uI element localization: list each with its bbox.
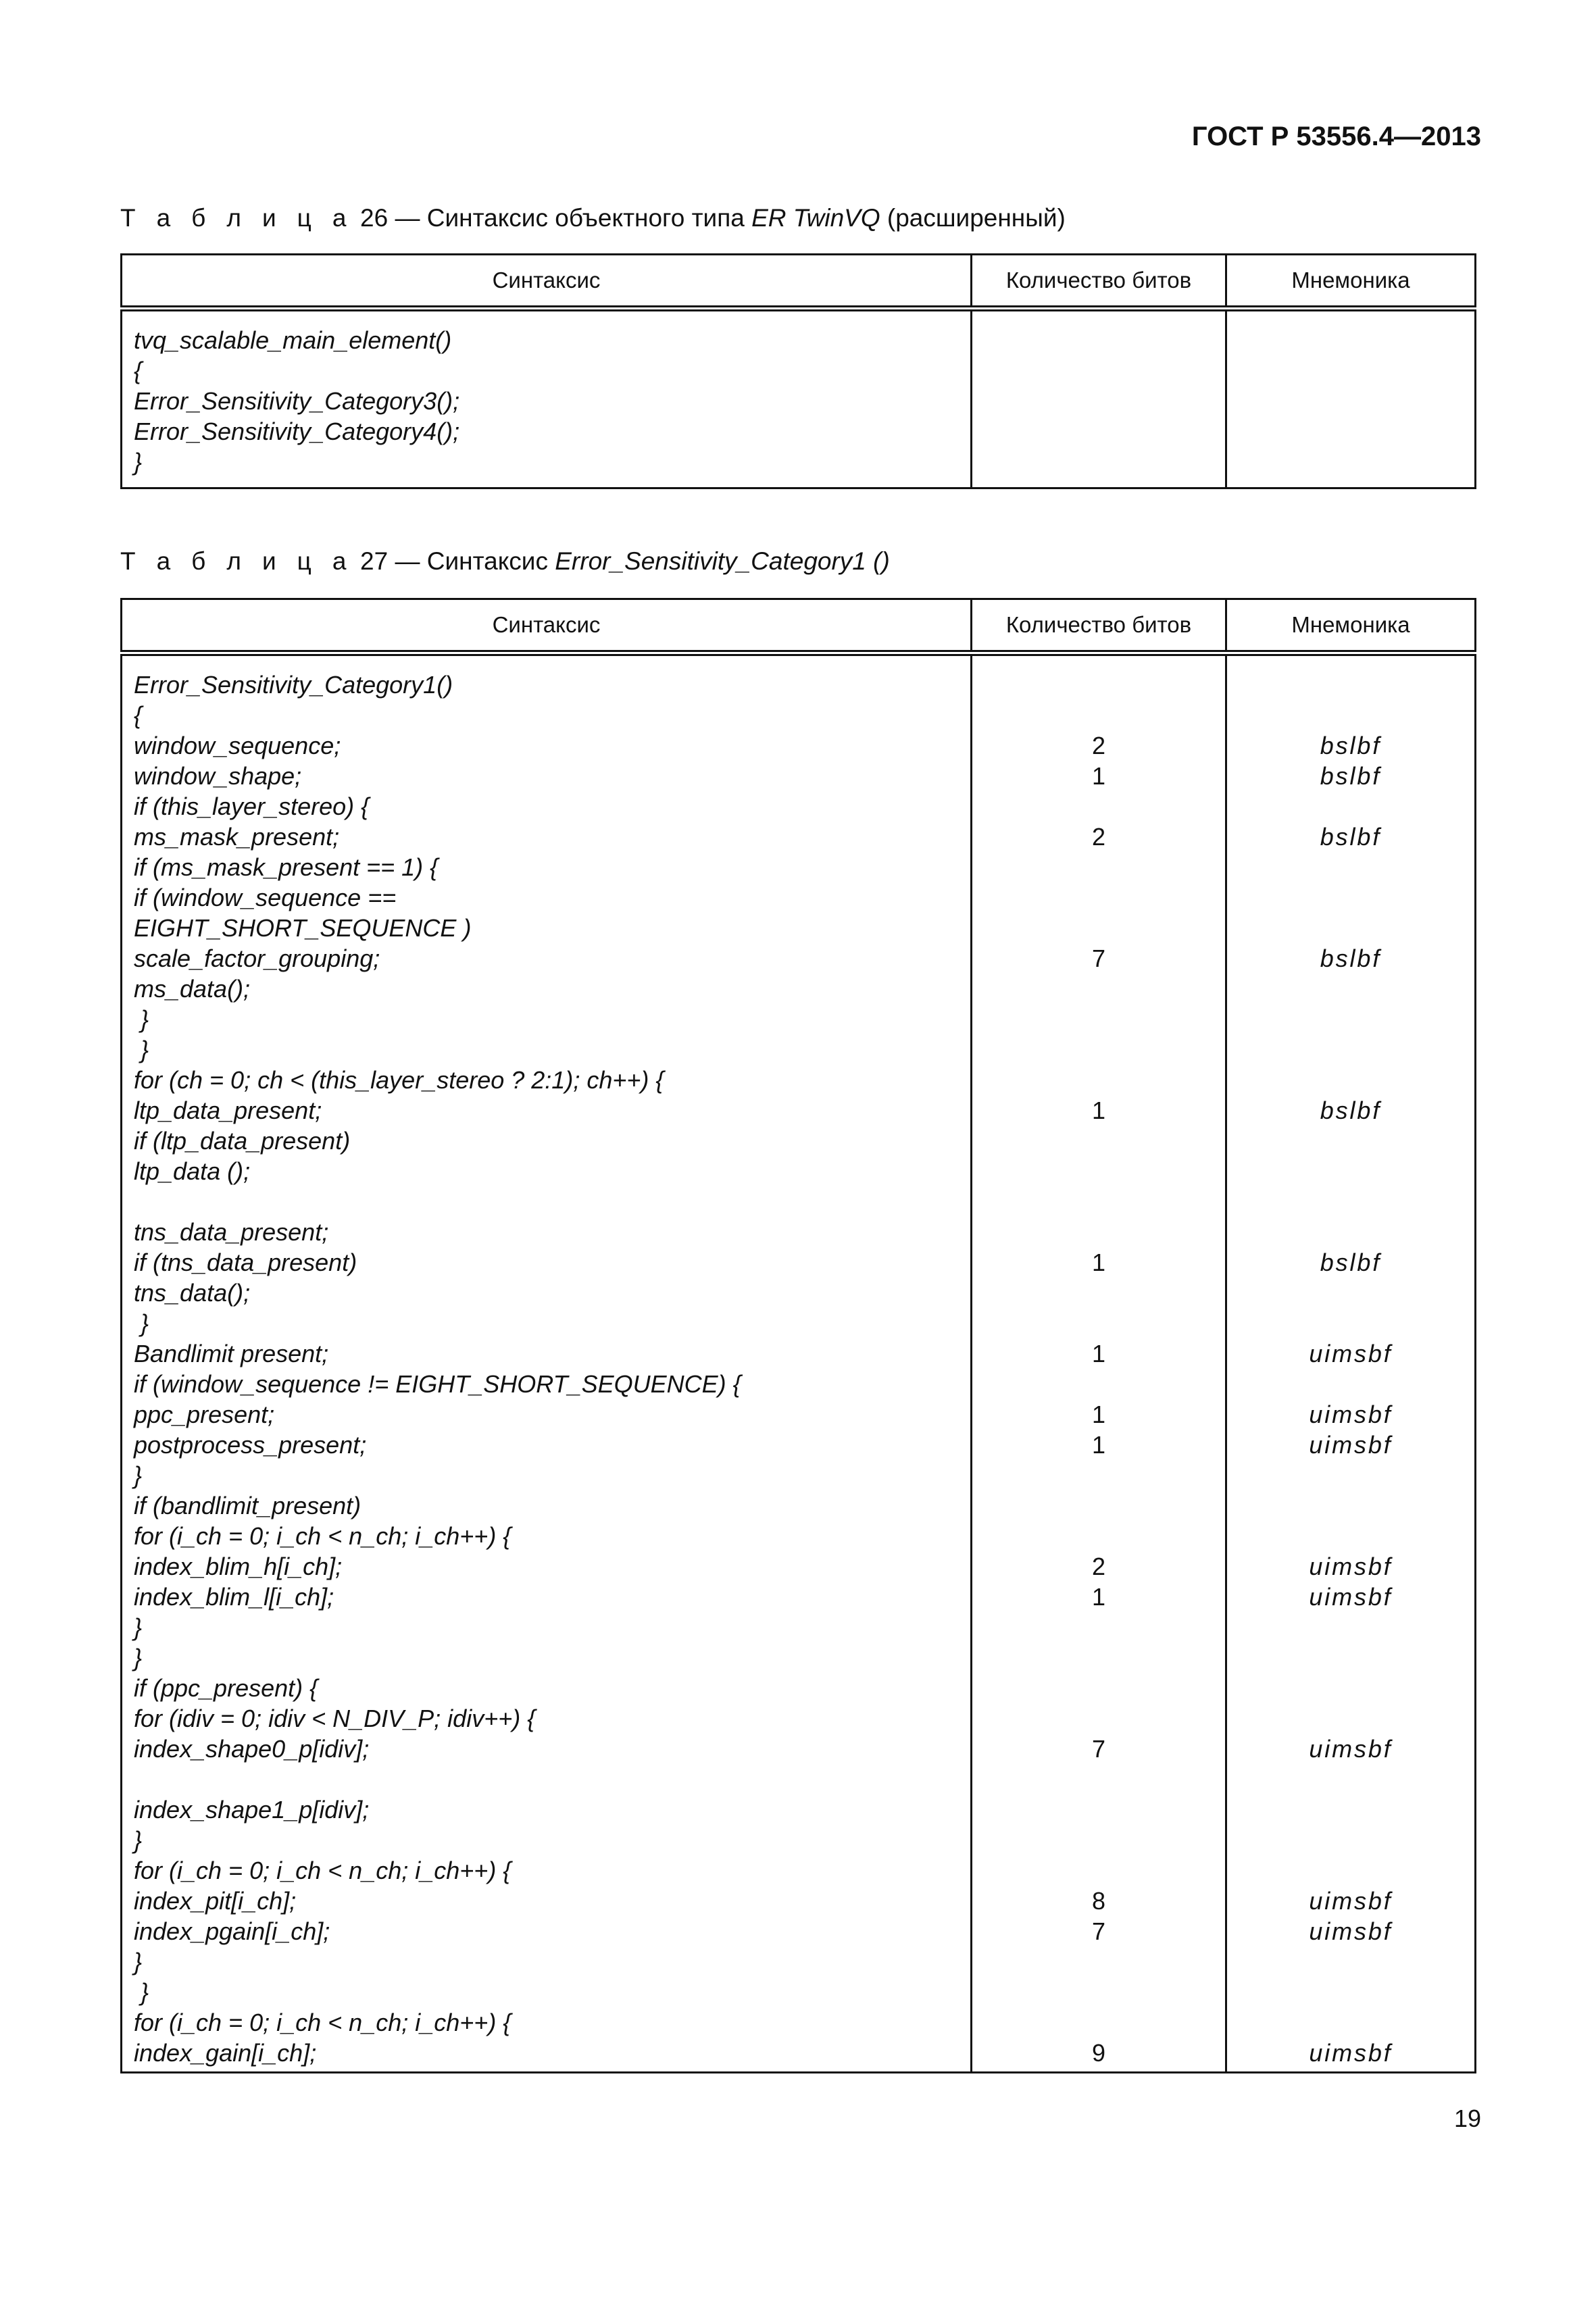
- mnemonic-value: [1227, 1703, 1474, 1734]
- bits-value: [972, 670, 1225, 700]
- syntax-line: {: [134, 357, 143, 384]
- syntax-line: index_shape0_p[idiv];: [134, 1735, 370, 1763]
- mnemonic-value: [1227, 1794, 1474, 1825]
- caption-text: 27 — Синтаксис: [353, 547, 555, 575]
- bits-value: [972, 1642, 1225, 1673]
- syntax-line: }: [134, 1309, 149, 1337]
- syntax-line: for (i_ch = 0; i_ch < n_ch; i_ch++) {: [134, 1522, 512, 1550]
- mnemonic-value: uimsbf: [1309, 1583, 1393, 1611]
- syntax-line: Error_Sensitivity_Category4();: [134, 418, 460, 445]
- mnemonic-value: [1227, 1612, 1474, 1642]
- syntax-line: EIGHT_SHORT_SEQUENCE ): [134, 914, 472, 942]
- syntax-line: if (this_layer_stereo) {: [134, 793, 370, 820]
- column-header-mnemonic: Мнемоника: [1226, 255, 1476, 309]
- mnemonic-value: [1227, 670, 1474, 700]
- mnemonic-value: uimsbf: [1309, 1340, 1393, 1367]
- bits-value: 1: [1091, 1401, 1106, 1428]
- bits-value: 1: [1091, 1431, 1106, 1459]
- bits-value: [972, 1490, 1225, 1521]
- mnemonic-value: [1227, 852, 1474, 882]
- bits-value: [972, 416, 1225, 447]
- mnemonic-value: [1227, 416, 1474, 447]
- bits-value: 1: [1091, 762, 1106, 790]
- page-number: 19: [1453, 2105, 1481, 2132]
- mnemonic-value: bslbf: [1320, 732, 1382, 759]
- bits-value: [972, 1065, 1225, 1095]
- bits-value: 7: [1091, 1735, 1106, 1763]
- mnemonic-value: bslbf: [1320, 762, 1382, 790]
- caption-emphasis: Error_Sensitivity_Category1 (): [555, 547, 890, 575]
- bits-value: [972, 791, 1225, 822]
- mnemonic-value: [1227, 1977, 1474, 2007]
- bits-value: 1: [1091, 1249, 1106, 1276]
- bits-value: [972, 447, 1225, 477]
- bits-value: [972, 386, 1225, 416]
- mnemonic-value: [1227, 1460, 1474, 1490]
- mnemonic-value: [1227, 1156, 1474, 1186]
- syntax-line: tvq_scalable_main_element(): [134, 326, 452, 354]
- bits-value: 2: [1091, 732, 1106, 759]
- mnemonic-value: bslbf: [1320, 945, 1382, 972]
- bits-value: [972, 1186, 1225, 1217]
- syntax-line: index_pit[i_ch];: [134, 1887, 297, 1915]
- caption-emphasis: ER TwinVQ: [751, 204, 880, 232]
- column-header-bits: Количество битов: [972, 255, 1226, 309]
- syntax-line: ltp_data ();: [134, 1157, 251, 1185]
- syntax-line: }: [134, 1036, 149, 1063]
- bits-value: 2: [1091, 1553, 1106, 1580]
- mnemonic-value: [1227, 1308, 1474, 1338]
- syntax-line: if (ms_mask_present == 1) {: [134, 853, 439, 881]
- bits-value: [972, 1764, 1225, 1794]
- bits-value: [972, 700, 1225, 730]
- mnemonic-value: [1227, 1369, 1474, 1399]
- caption-suffix: (расширенный): [880, 204, 1066, 232]
- mnemonic-value: [1227, 1034, 1474, 1065]
- mnemonic-value: [1227, 882, 1474, 913]
- mnemonic-value: [1227, 1764, 1474, 1794]
- mnemonic-value: [1227, 355, 1474, 386]
- mnemonic-value: [1227, 1673, 1474, 1703]
- bits-value: 1: [1091, 1583, 1106, 1611]
- bits-value: [972, 1521, 1225, 1551]
- syntax-line: [122, 1764, 970, 1794]
- syntax-line: }: [134, 1978, 149, 2006]
- syntax-line: for (i_ch = 0; i_ch < n_ch; i_ch++) {: [134, 1857, 512, 1884]
- bits-value: [972, 1369, 1225, 1399]
- mnemonic-value: [1227, 1642, 1474, 1673]
- mnemonic-value: uimsbf: [1309, 1553, 1393, 1580]
- syntax-line: }: [134, 1826, 143, 1854]
- column-header-syntax: Синтаксис: [122, 599, 972, 653]
- bits-value: [972, 1156, 1225, 1186]
- syntax-line: }: [134, 1461, 143, 1489]
- syntax-line: for (i_ch = 0; i_ch < n_ch; i_ch++) {: [134, 2009, 512, 2036]
- mnemonic-value: uimsbf: [1309, 1431, 1393, 1459]
- bits-value: [972, 1612, 1225, 1642]
- mnemonic-value: [1227, 1126, 1474, 1156]
- mnemonic-value: bslbf: [1320, 823, 1382, 851]
- bits-value: [972, 1703, 1225, 1734]
- table-label: Т а б л и ц а: [120, 547, 353, 575]
- mnemonic-value: [1227, 1065, 1474, 1095]
- bits-value: 7: [1091, 945, 1106, 972]
- bits-value: [972, 1946, 1225, 1977]
- syntax-line: index_shape1_p[idiv];: [134, 1796, 370, 1823]
- syntax-line: }: [134, 1613, 143, 1641]
- bits-value: [972, 325, 1225, 355]
- bits-column: [972, 653, 1226, 2073]
- mnemonic-value: [1227, 974, 1474, 1004]
- bits-value: [972, 2007, 1225, 2038]
- syntax-line: tns_data_present;: [134, 1218, 329, 1246]
- syntax-line: if (ltp_data_present): [134, 1127, 351, 1155]
- bits-value: [972, 1034, 1225, 1065]
- syntax-line: [122, 1186, 970, 1217]
- mnemonic-value: [1227, 1946, 1474, 1977]
- bits-value: 1: [1091, 1097, 1106, 1124]
- bits-value: 7: [1091, 1917, 1106, 1945]
- column-header-bits: Количество битов: [972, 599, 1226, 653]
- mnemonic-value: uimsbf: [1309, 2039, 1393, 2067]
- bits-value: [972, 1460, 1225, 1490]
- mnemonic-value: uimsbf: [1309, 1401, 1393, 1428]
- bits-value: [972, 1217, 1225, 1247]
- syntax-line: ms_data();: [134, 975, 251, 1003]
- mnemonic-value: [1227, 447, 1474, 477]
- table-26-caption: [120, 204, 1066, 232]
- mnemonic-value: [1227, 1490, 1474, 1521]
- mnemonic-value: [1227, 1004, 1474, 1034]
- table-27: [120, 598, 1476, 2073]
- caption-text: 26 — Синтаксис объектного типа: [353, 204, 752, 232]
- bits-value: 9: [1091, 2039, 1106, 2067]
- table-26: [120, 253, 1476, 489]
- mnemonic-column: [1226, 309, 1476, 488]
- bits-column: [972, 309, 1226, 488]
- syntax-line: if (window_sequence ==: [134, 884, 397, 911]
- syntax-line: postprocess_present;: [134, 1431, 367, 1459]
- syntax-line: if (bandlimit_present): [134, 1492, 361, 1519]
- syntax-line: ltp_data_present;: [134, 1097, 322, 1124]
- mnemonic-value: bslbf: [1320, 1249, 1382, 1276]
- syntax-line: }: [134, 1005, 149, 1033]
- mnemonic-value: [1227, 791, 1474, 822]
- bits-value: [972, 882, 1225, 913]
- syntax-line: if (window_sequence != EIGHT_SHORT_SEQUENCE) {: [134, 1370, 741, 1398]
- document-header: ГОСТ Р 53556.4—2013: [1191, 122, 1481, 151]
- syntax-line: Bandlimit present;: [134, 1340, 329, 1367]
- bits-value: [972, 852, 1225, 882]
- syntax-line: }: [134, 1948, 143, 1976]
- mnemonic-value: bslbf: [1320, 1097, 1382, 1124]
- bits-value: [972, 1673, 1225, 1703]
- syntax-line: {: [134, 701, 143, 729]
- syntax-line: Error_Sensitivity_Category3();: [134, 387, 460, 415]
- table-27-caption: [120, 547, 890, 576]
- mnemonic-value: [1227, 700, 1474, 730]
- mnemonic-value: [1227, 1186, 1474, 1217]
- bits-value: [972, 913, 1225, 943]
- bits-value: [972, 1825, 1225, 1855]
- mnemonic-value: uimsbf: [1309, 1917, 1393, 1945]
- syntax-line: if (ppc_present) {: [134, 1674, 318, 1702]
- syntax-line: index_gain[i_ch];: [134, 2039, 317, 2067]
- syntax-line: }: [134, 1644, 143, 1671]
- syntax-column: [122, 653, 972, 2073]
- syntax-line: window_sequence;: [134, 732, 341, 759]
- mnemonic-value: [1227, 325, 1474, 355]
- bits-value: [972, 974, 1225, 1004]
- mnemonic-value: [1227, 1521, 1474, 1551]
- mnemonic-value: uimsbf: [1309, 1735, 1393, 1763]
- bits-value: [972, 1278, 1225, 1308]
- syntax-line: Error_Sensitivity_Category1(): [134, 671, 453, 699]
- syntax-line: ppc_present;: [134, 1401, 275, 1428]
- syntax-line: index_blim_h[i_ch];: [134, 1553, 343, 1580]
- mnemonic-value: [1227, 1217, 1474, 1247]
- syntax-line: }: [134, 448, 143, 476]
- mnemonic-value: uimsbf: [1309, 1887, 1393, 1915]
- bits-value: 2: [1091, 823, 1106, 851]
- mnemonic-value: [1227, 1855, 1474, 1886]
- bits-value: 1: [1091, 1340, 1106, 1367]
- table-label: Т а б л и ц а: [120, 204, 353, 232]
- bits-value: [972, 1308, 1225, 1338]
- column-header-mnemonic: Мнемоника: [1226, 599, 1476, 653]
- syntax-line: index_pgain[i_ch];: [134, 1917, 330, 1945]
- mnemonic-value: [1227, 1278, 1474, 1308]
- mnemonic-value: [1227, 1825, 1474, 1855]
- syntax-line: ms_mask_present;: [134, 823, 340, 851]
- bits-value: [972, 355, 1225, 386]
- mnemonic-column: [1226, 653, 1476, 2073]
- syntax-line: if (tns_data_present): [134, 1249, 357, 1276]
- bits-value: 8: [1091, 1887, 1106, 1915]
- syntax-line: tns_data();: [134, 1279, 251, 1307]
- syntax-line: for (ch = 0; ch < (this_layer_stereo ? 2:1); ch++) {: [134, 1066, 664, 1094]
- mnemonic-value: [1227, 386, 1474, 416]
- syntax-line: index_blim_l[i_ch];: [134, 1583, 334, 1611]
- bits-value: [972, 1794, 1225, 1825]
- syntax-line: window_shape;: [134, 762, 302, 790]
- bits-value: [972, 1126, 1225, 1156]
- syntax-line: for (idiv = 0; idiv < N_DIV_P; idiv++) {: [134, 1705, 536, 1732]
- mnemonic-value: [1227, 2007, 1474, 2038]
- bits-value: [972, 1855, 1225, 1886]
- mnemonic-value: [1227, 913, 1474, 943]
- syntax-line: scale_factor_grouping;: [134, 945, 380, 972]
- column-header-syntax: Синтаксис: [122, 255, 972, 309]
- bits-value: [972, 1004, 1225, 1034]
- syntax-column: [122, 309, 972, 488]
- bits-value: [972, 1977, 1225, 2007]
